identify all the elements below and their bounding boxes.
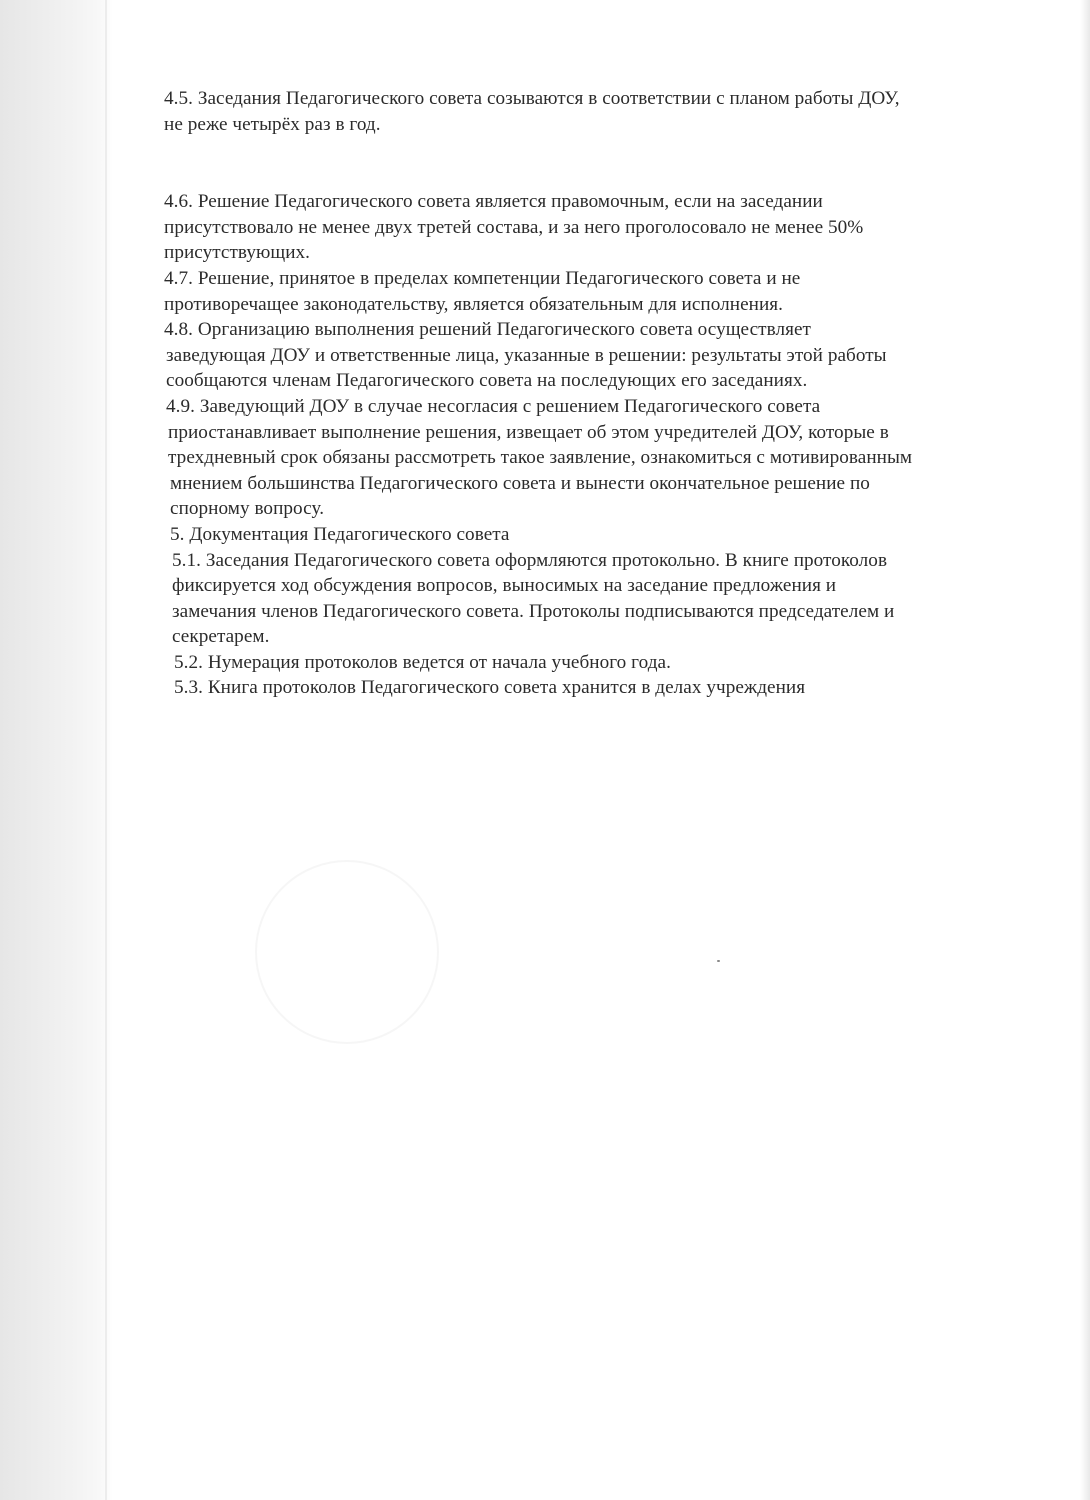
scan-speck	[717, 960, 720, 962]
text-line: приостанавливает выполнение решения, извещает об этом учредителей ДОУ, которые в	[168, 421, 889, 443]
paragraph-gap	[164, 137, 1004, 189]
text-line: мнением большинства Педагогического совета и вынести окончательное решение по	[170, 472, 870, 494]
text-line: 4.7. Решение, принятое в пределах компетенции Педагогического совета и не	[164, 267, 801, 289]
text-line: спорному вопросу.	[170, 498, 325, 520]
text-line: 5.1. Заседания Педагогического совета оформляются протокольно. В книге протоколов	[172, 549, 888, 571]
text-line: заведующая ДОУ и ответственные лица, указанные в решении: результаты этой работы	[166, 344, 887, 366]
document-body	[164, 86, 1004, 701]
section-heading: 5. Документация Педагогического совета	[170, 523, 510, 545]
text-line: присутствовало не менее двух третей состава, и за него проголосовало не менее 50%	[164, 216, 864, 238]
text-line: противоречащее законодательству, является обязательным для исполнения.	[164, 293, 784, 315]
text-line: 4.6. Решение Педагогического совета является правомочным, если на заседании	[164, 191, 823, 213]
binding-edge	[105, 0, 107, 1500]
text-line: 4.5. Заседания Педагогического совета созываются в соответствии с планом работы ДОУ,	[164, 88, 900, 109]
text-line: сообщаются членам Педагогического совета на последующих его заседаниях.	[166, 370, 808, 392]
page-right-edge	[1080, 0, 1090, 1500]
text-line: фиксируется ход обсуждения вопросов, выносимых на заседание предложения и	[172, 575, 837, 597]
text-line: 4.9. Заведующий ДОУ в случае несогласия с решением Педагогического совета	[166, 395, 821, 417]
text-line: трехдневный срок обязаны рассмотреть такое заявление, ознакомиться с мотивированным	[168, 447, 913, 469]
text-line: 4.8. Организацию выполнения решений Педагогического совета осуществляет	[164, 319, 811, 341]
text-line: присутствующих.	[164, 242, 311, 264]
text-line: секретарем.	[172, 626, 270, 648]
text-line: замечания членов Педагогического совета. Протоколы подписываются председателем и	[172, 600, 895, 622]
stamp-show-through	[255, 860, 439, 1044]
text-line: не реже четырёх раз в год.	[164, 113, 381, 135]
binding-shadow	[0, 0, 112, 1500]
text-line: 5.3. Книга протоколов Педагогического совета хранится в делах учреждения	[174, 677, 806, 699]
text-line: 5.2. Нумерация протоколов ведется от начала учебного года.	[174, 651, 671, 673]
